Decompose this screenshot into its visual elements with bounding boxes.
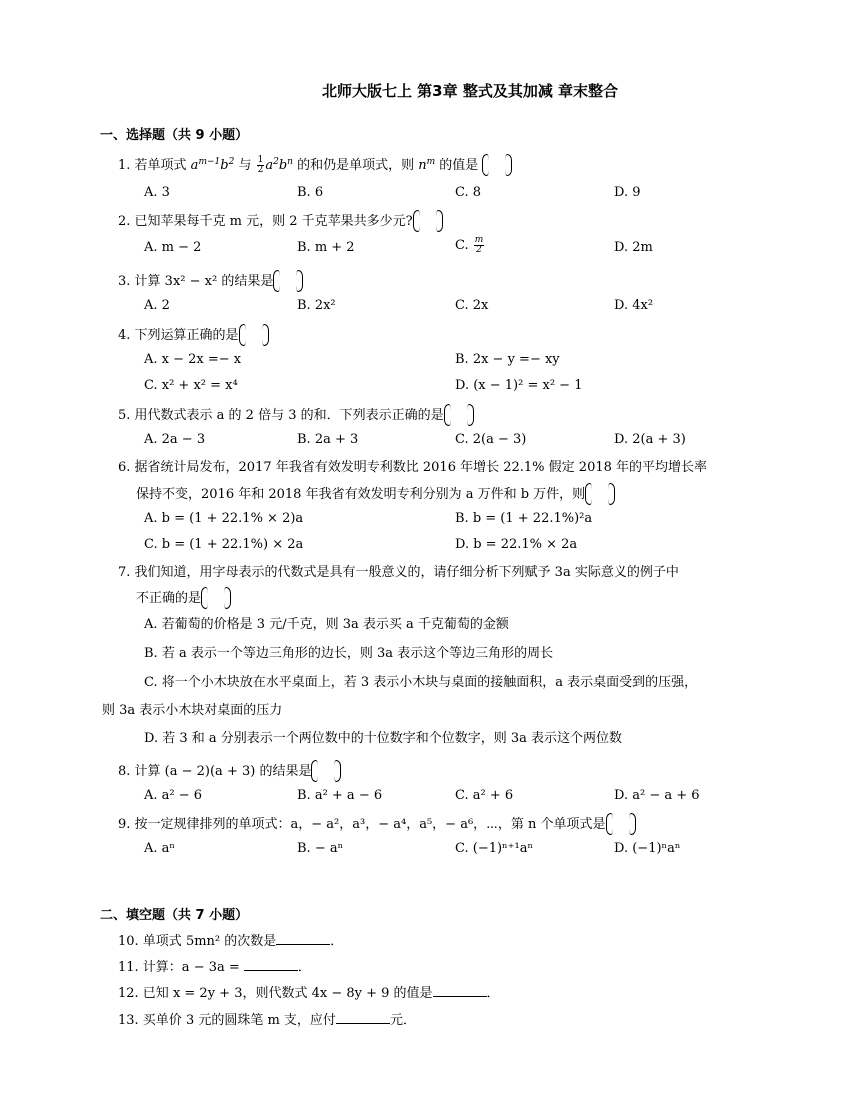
section-fill-heading: 二、填空题（共 7 小题） [100, 908, 249, 923]
answer-blank[interactable] [433, 984, 487, 997]
q7-line2-text: 不正确的是 [136, 591, 202, 606]
q1-monomial-2: $a^2b^n$ [265, 157, 293, 173]
answer-paren[interactable] [444, 406, 474, 422]
q4-text: 4. 下列运算正确的是 [118, 328, 239, 343]
q7-option-c-line-1[interactable]: C. 将一个小木块放在水平桌面上，若 3 表示小木块与桌面的接触面积，a 表示桌面受到的压强， [144, 675, 698, 690]
q3-option-b[interactable]: B. 2x² [297, 298, 336, 313]
q1-text-pre: 1. 若单项式 [118, 158, 191, 173]
q7-option-c-line-2: 则 3a 表示小木块对桌面的压力 [102, 703, 283, 718]
q1-monomial-1: $a^{m-1}b^2$ [190, 157, 235, 173]
q4-option-a[interactable]: A. x − 2x =− x [144, 352, 242, 367]
q2-option-c-label: C. [455, 238, 473, 253]
q6-option-b[interactable]: B. b = (1 + 22.1%)²a [455, 511, 593, 526]
answer-paren[interactable] [273, 272, 303, 288]
q2-option-d[interactable]: D. 2m [614, 240, 653, 255]
question-13 [118, 1011, 416, 1030]
answer-paren[interactable] [311, 762, 341, 778]
q8-option-c[interactable]: C. a² + 6 [455, 788, 514, 803]
answer-blank[interactable] [276, 932, 330, 945]
q1-option-d[interactable]: D. 9 [614, 185, 641, 200]
q1-text-mid: 与 [234, 158, 256, 173]
question-4 [118, 326, 269, 345]
question-7-line-1: 7. 我们知道，用字母表示的代数式是具有一般意义的，请仔细分析下列赋予 3a 实际意义的例子中 [118, 565, 679, 580]
q7-option-a[interactable]: A. 若葡萄的价格是 3 元/千克，则 3a 表示买 a 千克葡萄的金额 [144, 617, 509, 632]
q5-option-d[interactable]: D. 2(a + 3) [614, 432, 686, 447]
question-3 [118, 272, 303, 291]
q10-text: 10. 单项式 5mn² 的次数是 [118, 934, 277, 949]
q9-option-b[interactable]: B. − aⁿ [297, 841, 344, 856]
q9-option-a[interactable]: A. aⁿ [144, 841, 176, 856]
q5-text: 5. 用代数式表示 a 的 2 倍与 3 的和．下列表示正确的是 [118, 408, 444, 423]
q1-text-mid2: 的和仍是单项式，则 [292, 158, 419, 173]
q3-option-c[interactable]: C. 2x [455, 298, 489, 313]
question-2 [118, 212, 443, 231]
question-6-line-2 [136, 485, 615, 504]
question-5 [118, 406, 474, 425]
q5-option-c[interactable]: C. 2(a − 3) [455, 432, 527, 447]
q1-option-b[interactable]: B. 6 [297, 185, 324, 200]
question-7-line-2 [136, 589, 231, 608]
q8-option-d[interactable]: D. a² − a + 6 [614, 788, 700, 803]
q11-punct: ． [297, 960, 311, 975]
question-6-line-1: 6. 据省统计局发布，2017 年我省有效发明专利数比 2016 年增长 22.1% 假定 2018 年的平均增长率 [118, 460, 708, 475]
q2-option-b[interactable]: B. m + 2 [297, 240, 355, 255]
answer-paren[interactable] [606, 815, 636, 831]
q11-text: 11. 计算：a − 3a = [118, 960, 244, 975]
q12-punct: ． [486, 986, 500, 1001]
question-12 [118, 984, 500, 1003]
q2-option-a[interactable]: A. m − 2 [144, 240, 202, 255]
question-11 [118, 958, 311, 977]
q5-option-a[interactable]: A. 2a − 3 [144, 432, 206, 447]
q12-text: 12. 已知 x = 2y + 3，则代数式 4x − 8y + 9 的值是 [118, 986, 433, 1001]
q2-text: 2. 已知苹果每千克 m 元，则 2 千克苹果共多少元? [118, 214, 413, 229]
section-choice-heading: 一、选择题（共 9 小题） [100, 128, 249, 143]
q8-option-b[interactable]: B. a² + a − 6 [297, 788, 383, 803]
q4-option-b[interactable]: B. 2x − y =− xy [455, 352, 560, 367]
q7-option-d[interactable]: D. 若 3 和 a 分别表示一个两位数中的十位数字和个位数字，则 3a 表示这个两位数 [144, 731, 623, 746]
q3-option-a[interactable]: A. 2 [144, 298, 170, 313]
q6-option-c[interactable]: C. b = (1 + 22.1%) × 2a [144, 537, 304, 552]
q8-text: 8. 计算 (a − 2)(a + 3) 的结果是 [118, 764, 312, 779]
q13-text: 13. 买单价 3 元的圆珠笔 m 支，应付 [118, 1013, 336, 1028]
q9-text: 9. 按一定规律排列的单项式：a，− a²，a³，− a⁴，a⁵，− a⁶，⋯，第 n 个单项式是 [118, 817, 606, 832]
q5-option-b[interactable]: B. 2a + 3 [297, 432, 359, 447]
q6-option-a[interactable]: A. b = (1 + 22.1% × 2)a [144, 511, 304, 526]
question-1 [118, 156, 512, 175]
q1-text-post: 的值是 [435, 158, 479, 173]
q2-fraction: $\frac{m}{2}$ [474, 235, 484, 255]
q2-option-c[interactable] [455, 236, 485, 255]
answer-blank[interactable] [244, 958, 298, 971]
question-9 [118, 815, 636, 834]
answer-paren[interactable] [201, 589, 231, 605]
page-title: 北师大版七上 第3章 整式及其加减 章末整合 [321, 82, 619, 100]
q4-option-d[interactable]: D. (x − 1)² = x² − 1 [455, 378, 583, 393]
q8-option-a[interactable]: A. a² − 6 [144, 788, 203, 803]
answer-paren[interactable] [239, 326, 269, 342]
q1-option-a[interactable]: A. 3 [144, 185, 170, 200]
q4-option-c[interactable]: C. x² + x² = x⁴ [144, 378, 238, 393]
q3-option-d[interactable]: D. 4x² [614, 298, 654, 313]
q6-line2-text: 保持不变，2016 年和 2018 年我省有效发明专利分别为 a 万件和 b 万件，则 [136, 487, 586, 502]
q1-option-c[interactable]: C. 8 [455, 185, 482, 200]
question-10 [118, 932, 343, 951]
answer-paren[interactable] [585, 485, 615, 501]
q1-fraction: $\frac{1}{2}$ [257, 155, 264, 175]
q7-option-b[interactable]: B. 若 a 表示一个等边三角形的边长，则 3a 表示这个等边三角形的周长 [144, 646, 554, 661]
q13-punct: 元． [389, 1013, 416, 1028]
q10-punct: ． [330, 934, 344, 949]
q9-option-c[interactable]: C. (−1)ⁿ⁺¹aⁿ [455, 841, 534, 856]
q6-option-d[interactable]: D. b = 22.1% × 2a [455, 537, 578, 552]
answer-blank[interactable] [336, 1011, 390, 1024]
q9-option-d[interactable]: D. (−1)ⁿaⁿ [614, 841, 681, 856]
q1-expression: $n^m$ [418, 157, 436, 173]
answer-paren[interactable] [482, 156, 512, 172]
q3-text: 3. 计算 3x² − x² 的结果是 [118, 274, 274, 289]
question-8 [118, 762, 341, 781]
answer-paren[interactable] [413, 212, 443, 228]
